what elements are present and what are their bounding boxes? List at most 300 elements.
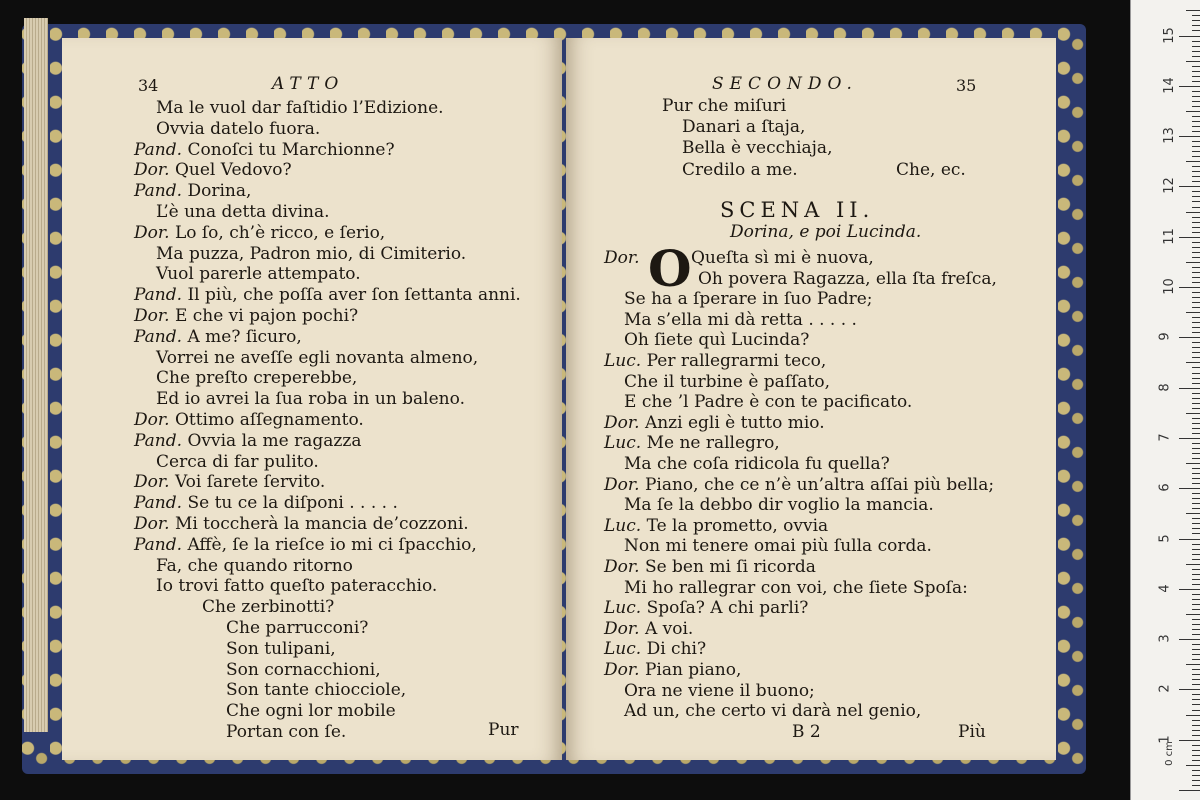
text-line [134,514,469,534]
ruler-tick [1192,176,1200,177]
ruler-tick [1192,181,1200,182]
ruler-tick [1192,604,1200,605]
line-text: Che il turbine è paſſato, [624,371,831,392]
ruler-tick [1192,428,1200,429]
line-text: Vuol parerle attempato. [156,264,361,285]
ruler-tick [1192,217,1200,218]
ruler-tick [1192,171,1200,172]
ruler-tick [1186,614,1200,615]
ruler-tick [1192,91,1200,92]
text-line [682,160,798,180]
ruler-tick [1192,594,1200,595]
ruler-tick [1192,720,1200,721]
line-text: Ora ne viene il buono; [624,680,815,701]
text-line [604,413,825,433]
ruler-tick [1192,755,1200,756]
text-line [156,244,466,264]
speaker-label: Dor. [604,557,640,577]
ruler-tick [1192,473,1200,474]
ruler-tick [1192,367,1200,368]
ruler-tick [1192,493,1200,494]
text-line [226,680,406,700]
ruler-tick [1192,116,1200,117]
speaker-label: Dor. [604,412,640,433]
line-text: Pian piano, [644,660,742,680]
drop-cap: O [648,239,692,298]
ruler-tick [1192,433,1200,434]
line-text: Danari a ſtaja, [682,117,806,138]
ruler-tick [1192,151,1200,152]
ruler-tick [1192,634,1200,635]
text-line [226,639,336,659]
line-text: Anzi egli è tutto mio. [644,412,825,433]
ruler-tick [1179,337,1200,338]
ruler-tick [1192,745,1200,746]
ruler-tick [1192,327,1200,328]
ruler-tick [1192,272,1200,273]
line-text: Son tante chiocciole, [226,680,407,701]
ruler-tick [1192,609,1200,610]
line-text: Che preſto creperebbe, [156,368,358,389]
line-text: Ad un, che certo vi darà nel genio, [624,701,922,722]
ruler-tick [1192,126,1200,127]
speaker-label: Pand. [134,139,183,160]
line-text: Cerca di far pulito. [156,451,319,472]
text-line [624,330,809,350]
ruler-tick [1192,257,1200,258]
ruler-tick [1192,252,1200,253]
line-text: Se tu ce la diſponi . . . . . [187,493,398,514]
ruler-tick [1192,56,1200,57]
ruler-tick [1192,544,1200,545]
left-page [62,38,562,760]
ruler-tick [1192,196,1200,197]
text-line [624,495,934,515]
ruler-number: 13 [1161,127,1177,144]
line-text: Mi ho rallegrar con voi, che ſiete Spoſa: [624,577,968,598]
text-line [156,368,357,388]
ruler-tick [1192,649,1200,650]
ruler-tick [1179,438,1200,439]
ruler-tick [1192,533,1200,534]
ruler-tick [1192,30,1200,31]
ruler-tick [1192,408,1200,409]
speaker-label: Dor. [134,222,170,243]
ruler-tick [1192,549,1200,550]
ruler-tick [1192,423,1200,424]
ruler-tick [1192,458,1200,459]
ruler-tick [1192,25,1200,26]
ruler-tick [1192,277,1200,278]
ruler-tick [1192,393,1200,394]
text-line [202,597,334,617]
ruler-number: 7 [1157,433,1173,442]
line-text: Son cornacchioni, [226,659,381,680]
text-line [156,348,478,368]
ruler-tick [1192,730,1200,731]
left-page-number: 34 [138,76,159,95]
line-text: Ma le vuol dar faſtidio l’Edizione. [156,98,444,118]
line-text: Ovvia la me ragazza [187,430,362,451]
line-text: Dorina, [187,181,252,202]
line-text: Credilo a me. [682,159,798,180]
line-text: Te la prometto, ovvia [646,515,829,536]
line-text: Di chi? [646,639,707,660]
speaker-label: Dor. [134,472,170,493]
ruler-tick [1192,659,1200,660]
ruler-tick [1192,599,1200,600]
ruler-tick [1192,201,1200,202]
ruler-tick [1179,36,1200,37]
ruler-tick [1192,347,1200,348]
ruler-tick [1186,664,1200,665]
line-text: Che zerbinotti? [202,597,335,618]
text-line [134,160,292,180]
ruler-tick [1179,86,1200,87]
ruler-number: 15 [1161,26,1177,44]
ruler-unit-label: 0 cm [1163,741,1175,766]
ruler-tick [1192,41,1200,42]
speaker-label: Dor. [604,248,640,268]
ruler-tick [1192,579,1200,580]
ruler-tick [1186,362,1200,363]
text-line [134,140,395,160]
ruler-tick [1192,770,1200,771]
ruler-number: 4 [1157,584,1173,593]
ruler-tick [1192,352,1200,353]
ruler-tick [1186,61,1200,62]
text-line [156,119,320,139]
ruler-tick [1192,710,1200,711]
ruler-tick [1192,317,1200,318]
text-line [134,410,364,430]
line-text: Pur che miſuri [662,96,787,116]
ruler-tick [1186,715,1200,716]
ruler-tick [1192,443,1200,444]
line-text: Se ha a ſperare in ſuo Padre; [624,289,873,310]
ruler-tick [1192,357,1200,358]
text-line [604,660,741,680]
ruler-tick [1186,564,1200,565]
ruler-tick [1186,161,1200,162]
ruler-tick [1192,508,1200,509]
line-text: Vorrei ne aveſſe egli novanta almeno, [156,347,479,368]
ruler-tick [1192,101,1200,102]
ruler-tick [1186,111,1200,112]
ruler-tick [1186,262,1200,263]
text-line [604,351,826,371]
ruler-tick [1186,10,1200,11]
ruler-tick [1192,222,1200,223]
ruler-tick [1192,191,1200,192]
text-line [226,618,368,638]
text-line [604,475,994,495]
text-line [134,223,385,243]
ruler-tick [1192,403,1200,404]
ruler-tick [1192,322,1200,323]
ruler-tick [1192,267,1200,268]
speaker-label: Dor. [604,660,640,680]
line-text: Piano, che ce n’è un’altra aſſai più bella; [644,474,995,495]
speaker-label: Pand. [134,181,183,202]
line-text: Mi toccherà la mancia de’cozzoni. [174,514,469,534]
ruler-number: 11 [1161,227,1177,245]
ruler-tick [1192,503,1200,504]
ruler-tick [1192,20,1200,21]
ruler-tick [1192,141,1200,142]
measurement-ruler [1130,0,1200,800]
ruler-tick [1192,629,1200,630]
ruler-tick [1192,15,1200,16]
ruler-tick [1192,46,1200,47]
ruler-tick [1179,388,1200,389]
line-text: Oh povera Ragazza, ella ſta freſca, [698,268,997,289]
text-line [698,269,997,289]
ruler-tick [1186,413,1200,414]
ruler-tick [1192,247,1200,248]
speaker-label: Pand. [134,493,183,514]
line-text: Fa, che quando ritorno [156,555,353,576]
text-line [134,306,358,326]
ruler-tick [1192,307,1200,308]
text-line [604,516,828,536]
text-line [624,289,873,309]
text-line [624,310,857,330]
text-line [682,117,805,137]
ruler-tick [1192,292,1200,293]
ruler-number: 10 [1161,278,1177,295]
line-text: Me ne rallegro, [646,433,780,454]
ruler-number: 9 [1157,332,1173,341]
scene-subtitle: Dorina, e poi Lucinda. [730,222,922,242]
speaker-label: Pand. [134,534,183,555]
text-line [156,264,361,284]
ruler-tick [1192,302,1200,303]
line-text: E che ’l Padre è con te pacificato. [624,392,913,413]
line-text: Non mi tenere omai più ſulla corda. [624,536,932,557]
ruler-tick [1192,574,1200,575]
ruler-tick [1179,287,1200,288]
line-text: Ma s’ella mi dà retta . . . . . [624,309,857,330]
ruler-tick [1179,790,1200,791]
ruler-tick [1192,383,1200,384]
text-line [134,431,361,451]
speaker-label: Pand. [134,430,183,451]
text-line [604,557,816,577]
line-text: Quel Vedovo? [174,160,292,181]
ruler-tick [1192,106,1200,107]
speaker-label: Pand. [134,326,183,347]
ruler-number: 6 [1157,483,1173,492]
ruler-tick [1192,569,1200,570]
line-text: Son tulipani, [226,638,336,659]
line-text: Oh ſiete quì Lucinda? [624,330,810,351]
line-text: Che parrucconi? [226,618,369,638]
text-line [604,619,693,639]
speaker-label: Luc. [604,515,642,536]
text-line [134,181,251,201]
ruler-tick [1179,639,1200,640]
text-line [134,535,477,555]
ruler-tick [1192,669,1200,670]
line-text: Lo ſo, ch’è ricco, e ſerio, [174,222,386,243]
ruler-tick [1192,282,1200,283]
text-line [604,433,780,453]
text-line [624,392,912,412]
line-text: Ovvia datelo fuora. [156,118,321,139]
ruler-tick [1192,453,1200,454]
text-line [156,576,437,596]
text-line [226,660,381,680]
text-line [226,722,346,742]
speaker-label: Luc. [604,639,642,660]
ruler-tick [1192,523,1200,524]
ruler-tick [1192,121,1200,122]
line-text: Ed io avrei la ſua roba in un baleno. [156,389,465,410]
ruler-tick [1179,237,1200,238]
line-text: Spoſa? A chi parli? [646,598,809,619]
ruler-tick [1186,312,1200,313]
right-running-header: SECONDO. [712,74,858,94]
text-line [134,285,521,305]
ruler-tick [1192,51,1200,52]
ruler-number: 5 [1157,533,1173,543]
ruler-tick [1192,780,1200,781]
ruler-tick [1192,725,1200,726]
left-running-header: ATTO [272,74,345,94]
line-text: A voi. [644,618,694,639]
ruler-tick [1192,750,1200,751]
text-line [604,639,706,659]
ruler-tick [1192,528,1200,529]
speaker-label: Luc. [604,433,642,454]
ruler-number: 8 [1157,382,1173,392]
ruler-tick [1192,76,1200,77]
ruler-tick [1192,297,1200,298]
text-line [156,556,353,576]
ruler-tick [1192,654,1200,655]
ruler-tick [1192,373,1200,374]
ruler-tick [1192,71,1200,72]
line-text: Che ogni lor mobile [226,701,396,722]
speaker-label: Dor. [134,410,170,430]
speaker-label: Pand. [134,285,183,306]
ruler-tick [1192,735,1200,736]
text-line [156,452,319,472]
ruler-tick [1179,589,1200,590]
text-line [662,96,786,116]
ruler-tick [1192,166,1200,167]
ruler-tick [1192,398,1200,399]
ruler-tick [1192,378,1200,379]
text-line [624,454,890,474]
ruler-tick [1192,242,1200,243]
line-text: Ottimo aſſegnamento. [174,410,364,430]
ruler-tick [1186,765,1200,766]
right-page [566,38,1056,760]
ruler-tick [1192,448,1200,449]
refrain: Che, ec. [896,160,966,180]
text-line [156,98,444,118]
speaker-label: Dor. [134,514,170,534]
ruler-tick [1192,468,1200,469]
speaker-label: Dor. [604,618,640,639]
line-text: Il più, che poſſa aver ſon ſettanta anni. [187,285,521,306]
right-catchword: Più [958,722,986,742]
line-text: Bella è vecchiaja, [682,138,833,159]
text-line [624,681,815,701]
ruler-tick [1192,584,1200,585]
line-text: Per rallegrarmi teco, [646,351,827,371]
ruler-tick [1192,66,1200,67]
ruler-tick [1192,483,1200,484]
ruler-tick [1192,699,1200,700]
text-line [604,248,874,268]
ruler-number: 3 [1157,634,1173,643]
text-line [624,536,932,556]
text-line [682,138,832,158]
scene-title: SCENA II. [720,198,875,222]
ruler-tick [1186,212,1200,213]
text-line [226,701,396,721]
text-line [604,598,808,618]
line-text: Io trovi fatto queſto pateracchio. [156,576,438,597]
ruler-tick [1192,156,1200,157]
ruler-tick [1192,418,1200,419]
ruler-tick [1192,785,1200,786]
ruler-tick [1186,513,1200,514]
text-line [624,372,830,392]
line-text: Ma ſe la debbo dir voglio la mancia. [624,495,934,516]
ruler-number: 1 [1157,735,1173,744]
ruler-tick [1192,684,1200,685]
ruler-tick [1192,478,1200,479]
ruler-tick [1179,136,1200,137]
line-text: Ma puzza, Padron mio, di Cimiterio. [156,243,467,264]
ruler-number: 12 [1161,177,1177,195]
ruler-tick [1192,232,1200,233]
text-line [624,701,921,721]
ruler-tick [1192,679,1200,680]
speaker-label: Dor. [604,474,640,495]
right-page-number: 35 [956,76,977,95]
ruler-tick [1179,740,1200,741]
ruler-tick [1192,207,1200,208]
signature-mark: B 2 [792,722,821,742]
line-text: Se ben mi ſi ricorda [644,557,816,577]
line-text: Affè, ſe la rieſce io mi ci ſpacchio, [187,534,477,555]
ruler-tick [1192,644,1200,645]
text-line [156,202,330,222]
line-text: Voi ſarete ſervito. [174,472,326,493]
ruler-tick [1192,760,1200,761]
speaker-label: Luc. [604,351,642,371]
ruler-tick [1179,539,1200,540]
ruler-tick [1192,624,1200,625]
ruler-tick [1192,694,1200,695]
ruler-tick [1192,559,1200,560]
ruler-tick [1192,96,1200,97]
line-text: Conoſci tu Marchionne? [187,139,395,160]
speaker-label: Dor. [134,306,170,326]
ruler-tick [1192,81,1200,82]
text-line [624,578,968,598]
ruler-tick [1192,498,1200,499]
ruler-tick [1192,775,1200,776]
text-line [156,389,465,409]
text-line [134,327,302,347]
ruler-tick [1179,186,1200,187]
